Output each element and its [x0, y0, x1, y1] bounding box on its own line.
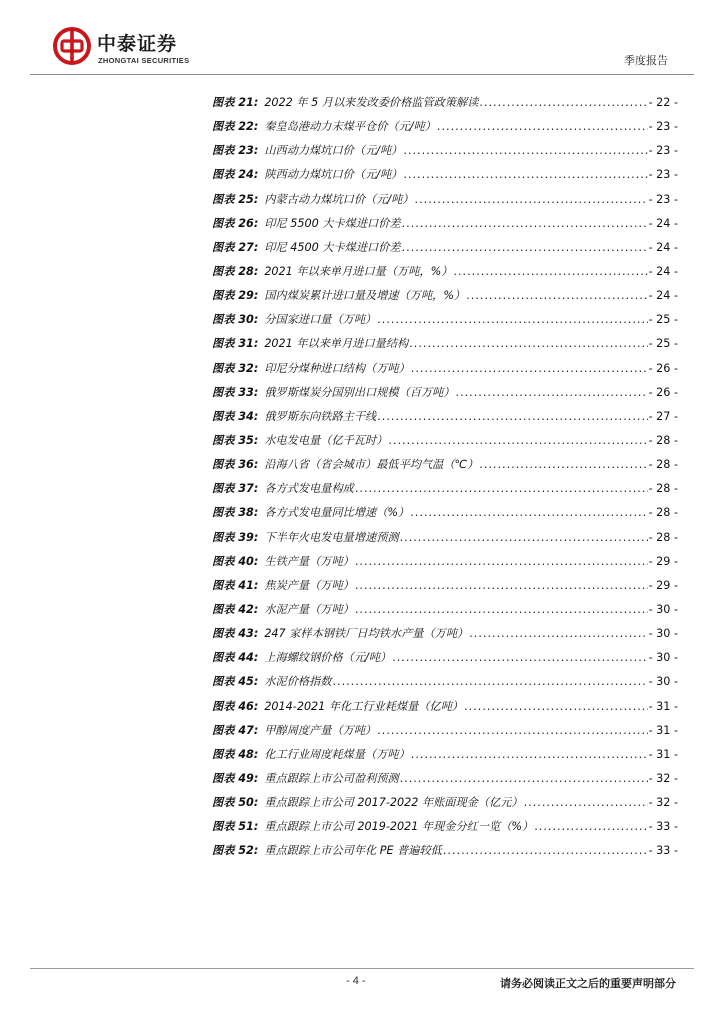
- toc-entry-title: 重点跟踪上市公司 2019-2021 年现金分红一览（%）: [264, 820, 534, 834]
- page-header: [0, 0, 724, 80]
- toc-entry-title: 2021 年以来单月进口量（万吨，%）: [264, 264, 453, 278]
- toc-entry-page: - 32 -: [648, 771, 678, 785]
- toc-dot-leader: [355, 479, 648, 499]
- toc-entry-page: - 23 -: [648, 120, 678, 134]
- toc-entry-page: - 22 -: [648, 96, 678, 109]
- toc-entry-title: 生铁产量（万吨）: [264, 554, 354, 568]
- toc-entry-label: 图表 23:: [212, 144, 259, 158]
- toc-entry-page: - 23 -: [648, 144, 678, 158]
- toc-entry-label: 图表 40:: [212, 554, 259, 568]
- toc-entry[interactable]: [212, 238, 678, 262]
- toc-entry[interactable]: [212, 93, 678, 117]
- toc-entry-title: 印尼 5500 大卡煤进口价差: [264, 216, 401, 230]
- toc-entry-page: - 23 -: [648, 168, 678, 182]
- toc-entry-page: - 31 -: [648, 723, 678, 737]
- toc-entry-label: 图表 34:: [212, 409, 259, 423]
- toc-entry[interactable]: [212, 624, 678, 648]
- logo-english-name: ZHONGTAI SECURITIES: [98, 56, 190, 65]
- toc-entry[interactable]: [212, 721, 678, 745]
- toc-entry-label: 图表 22:: [212, 120, 259, 134]
- toc-entry-title: 秦皇岛港动力末煤平仓价（元/吨）: [264, 120, 436, 134]
- toc-entry-page: - 24 -: [648, 216, 678, 230]
- toc-entry[interactable]: [212, 528, 678, 552]
- company-logo: [52, 26, 212, 72]
- toc-entry-label: 图表 25:: [212, 192, 259, 206]
- toc-entry[interactable]: [212, 479, 678, 503]
- toc-entry-page: - 31 -: [648, 699, 678, 713]
- toc-entry[interactable]: [212, 214, 678, 238]
- toc-entry-title: 分国家进口量（万吨）: [264, 313, 377, 327]
- toc-entry[interactable]: [212, 141, 678, 165]
- toc-entry-page: - 26 -: [648, 385, 678, 399]
- toc-dot-leader: [402, 214, 648, 234]
- toc-entry-page: - 28 -: [648, 458, 678, 472]
- toc-dot-leader: [411, 359, 648, 379]
- toc-entry-title: 2021 年以来单月进口量结构: [264, 337, 409, 351]
- page-number: - 4 -: [346, 975, 366, 987]
- toc-entry-label: 图表 47:: [212, 723, 259, 737]
- toc-entry-label: 图表 30:: [212, 313, 259, 327]
- toc-entry-label: 图表 50:: [212, 796, 259, 810]
- toc-entry-title: 沿海八省（省会城市）最低平均气温（℃）: [264, 458, 479, 472]
- logo-chinese-name: 中泰证券: [97, 33, 178, 55]
- toc-entry[interactable]: [212, 648, 678, 672]
- toc-entry-page: - 29 -: [648, 578, 678, 592]
- toc-entry-label: 图表 48:: [212, 747, 259, 761]
- toc-entry[interactable]: [212, 310, 678, 334]
- toc-entry-label: 图表 27:: [212, 240, 259, 254]
- toc-entry-page: - 30 -: [648, 651, 678, 665]
- toc-entry-title: 247 家样本钢铁厂日均铁水产量（万吨）: [264, 627, 469, 641]
- toc-entry-page: - 29 -: [648, 554, 678, 568]
- toc-dot-leader: [392, 648, 647, 668]
- toc-entry-label: 图表 52:: [212, 844, 259, 858]
- toc-entry-page: - 23 -: [648, 192, 678, 206]
- toc-entry[interactable]: [212, 697, 678, 721]
- toc-entry[interactable]: [212, 165, 678, 189]
- toc-entry-page: - 28 -: [648, 530, 678, 544]
- zhongtai-logo-icon: [52, 26, 92, 66]
- toc-entry[interactable]: [212, 552, 678, 576]
- toc-entry-page: - 27 -: [648, 409, 678, 423]
- toc-entry-title: 俄罗斯东向铁路主干线: [264, 409, 377, 423]
- toc-entry-label: 图表 39:: [212, 530, 259, 544]
- toc-entry-page: - 24 -: [648, 289, 678, 303]
- toc-entry-page: - 32 -: [648, 796, 678, 810]
- toc-entry-page: - 30 -: [648, 627, 678, 641]
- toc-entry-label: 图表 44:: [212, 651, 259, 665]
- toc-entry-label: 图表 49:: [212, 771, 259, 785]
- toc-entry-label: 图表 42:: [212, 602, 259, 616]
- toc-dot-leader: [355, 552, 648, 572]
- toc-dot-leader: [415, 190, 648, 210]
- toc-dot-leader: [377, 721, 647, 741]
- toc-entry-page: - 31 -: [648, 747, 678, 761]
- toc-dot-leader: [377, 310, 647, 330]
- toc-entry-title: 印尼分煤种进口结构（万吨）: [264, 361, 410, 375]
- toc-dot-leader: [464, 697, 647, 717]
- toc-entry-title: 水泥价格指数: [264, 675, 332, 689]
- toc-entry[interactable]: [212, 431, 678, 455]
- toc-entry-title: 陕西动力煤坑口价（元/吨）: [264, 168, 403, 182]
- toc-entry-label: 图表 36:: [212, 458, 259, 472]
- toc-dot-leader: [377, 407, 647, 427]
- toc-entry-page: - 26 -: [648, 361, 678, 375]
- toc-entry-label: 图表 45:: [212, 675, 259, 689]
- toc-entry-title: 上海螺纹钢价格（元/吨）: [264, 651, 392, 665]
- toc-entry-page: - 30 -: [648, 602, 678, 616]
- toc-entry[interactable]: [212, 769, 678, 793]
- toc-entry[interactable]: [212, 817, 678, 841]
- toc-dot-leader: [479, 93, 647, 113]
- toc-entry-title: 印尼 4500 大卡煤进口价差: [264, 240, 401, 254]
- toc-entry-title: 各方式发电量同比增速（%）: [264, 506, 410, 520]
- toc-dot-leader: [479, 455, 647, 475]
- toc-dot-leader: [443, 841, 648, 861]
- toc-entry-page: - 28 -: [648, 506, 678, 520]
- toc-entry-page: - 24 -: [648, 240, 678, 254]
- toc-entry-label: 图表 21:: [212, 96, 259, 109]
- toc-entry-title: 焦炭产量（万吨）: [264, 578, 354, 592]
- toc-entry[interactable]: [212, 262, 678, 286]
- toc-dot-leader: [437, 117, 648, 137]
- toc-dot-leader: [524, 793, 648, 813]
- toc-entry-title: 甲醇周度产量（万吨）: [264, 723, 377, 737]
- toc-dot-leader: [403, 165, 647, 185]
- report-type-label: 季度报告: [624, 54, 668, 67]
- toc-entry-label: 图表 32:: [212, 361, 259, 375]
- toc-dot-leader: [403, 141, 647, 161]
- toc-entry-title: 各方式发电量构成: [264, 482, 354, 496]
- toc-entry-label: 图表 28:: [212, 264, 259, 278]
- toc-dot-leader: [410, 503, 647, 523]
- toc-entry-title: 下半年火电发电量增速预测: [264, 530, 399, 544]
- toc-entry-title: 重点跟踪上市公司年化 PE 普遍较低: [264, 844, 442, 858]
- toc-entry-title: 山西动力煤坑口价（元/吨）: [264, 144, 403, 158]
- toc-entry[interactable]: [212, 455, 678, 479]
- toc-entry-label: 图表 43:: [212, 627, 259, 641]
- toc-dot-leader: [469, 624, 647, 644]
- toc-entry-page: - 25 -: [648, 313, 678, 327]
- toc-entry-title: 国内煤炭累计进口量及增速（万吨，%）: [264, 289, 466, 303]
- toc-entry[interactable]: [212, 190, 678, 214]
- toc-entry-label: 图表 41:: [212, 578, 259, 592]
- toc-dot-leader: [534, 817, 647, 837]
- toc-entry-page: - 28 -: [648, 482, 678, 496]
- toc-dot-leader: [402, 238, 648, 258]
- toc-entry-page: - 28 -: [648, 433, 678, 447]
- toc-dot-leader: [456, 383, 648, 403]
- toc-entry[interactable]: [212, 286, 678, 310]
- footer-divider: [30, 968, 694, 969]
- toc-dot-leader: [400, 528, 648, 548]
- toc-dot-leader: [355, 600, 648, 620]
- toc-dot-leader: [453, 262, 647, 282]
- toc-entry[interactable]: [212, 576, 678, 600]
- toc-dot-leader: [466, 286, 647, 306]
- toc-entry[interactable]: [212, 503, 678, 527]
- toc-entry-title: 2022 年 5 月以来发改委价格监管政策解读: [264, 96, 479, 109]
- toc-entry-title: 俄罗斯煤炭分国别出口规模（百万吨）: [264, 385, 455, 399]
- toc-entry[interactable]: [212, 334, 678, 358]
- toc-entry[interactable]: [212, 841, 678, 865]
- toc-entry-title: 重点跟踪上市公司 2017-2022 年账面现金（亿元）: [264, 796, 523, 810]
- footer-disclaimer: 请务必阅读正文之后的重要声明部分: [500, 977, 676, 990]
- toc-entry[interactable]: [212, 745, 678, 769]
- toc-entry-label: 图表 46:: [212, 699, 259, 713]
- toc-entry[interactable]: [212, 793, 678, 817]
- toc-entry[interactable]: [212, 383, 678, 407]
- toc-entry[interactable]: [212, 117, 678, 141]
- toc-entry-title: 2014-2021 年化工行业耗煤量（亿吨）: [264, 699, 464, 713]
- header-divider: [30, 74, 694, 75]
- toc-entry-label: 图表 31:: [212, 337, 259, 351]
- toc-dot-leader: [400, 769, 648, 789]
- toc-dot-leader: [332, 672, 647, 692]
- figure-list: [212, 93, 678, 866]
- toc-dot-leader: [411, 745, 648, 765]
- toc-entry-title: 重点跟踪上市公司盈利预测: [264, 771, 399, 785]
- toc-entry-title: 水电发电量（亿千瓦时）: [264, 433, 388, 447]
- toc-entry[interactable]: [212, 359, 678, 383]
- toc-entry[interactable]: [212, 407, 678, 431]
- toc-entry-label: 图表 29:: [212, 289, 259, 303]
- toc-entry-page: - 33 -: [648, 820, 678, 834]
- toc-entry-page: - 30 -: [648, 675, 678, 689]
- toc-entry-title: 内蒙古动力煤坑口价（元/吨）: [264, 192, 414, 206]
- toc-entry-page: - 33 -: [648, 844, 678, 858]
- toc-entry-title: 水泥产量（万吨）: [264, 602, 354, 616]
- toc-dot-leader: [409, 334, 647, 354]
- toc-entry-label: 图表 37:: [212, 482, 259, 496]
- toc-dot-leader: [355, 576, 648, 596]
- toc-entry-label: 图表 26:: [212, 216, 259, 230]
- toc-entry-page: - 25 -: [648, 337, 678, 351]
- toc-entry-label: 图表 38:: [212, 506, 259, 520]
- toc-entry[interactable]: [212, 672, 678, 696]
- toc-dot-leader: [388, 431, 647, 451]
- toc-entry-title: 化工行业周度耗煤量（万吨）: [264, 747, 410, 761]
- toc-entry-label: 图表 24:: [212, 168, 259, 182]
- toc-entry-label: 图表 51:: [212, 820, 259, 834]
- toc-entry-page: - 24 -: [648, 264, 678, 278]
- toc-entry[interactable]: [212, 600, 678, 624]
- toc-entry-label: 图表 33:: [212, 385, 259, 399]
- toc-entry-label: 图表 35:: [212, 433, 259, 447]
